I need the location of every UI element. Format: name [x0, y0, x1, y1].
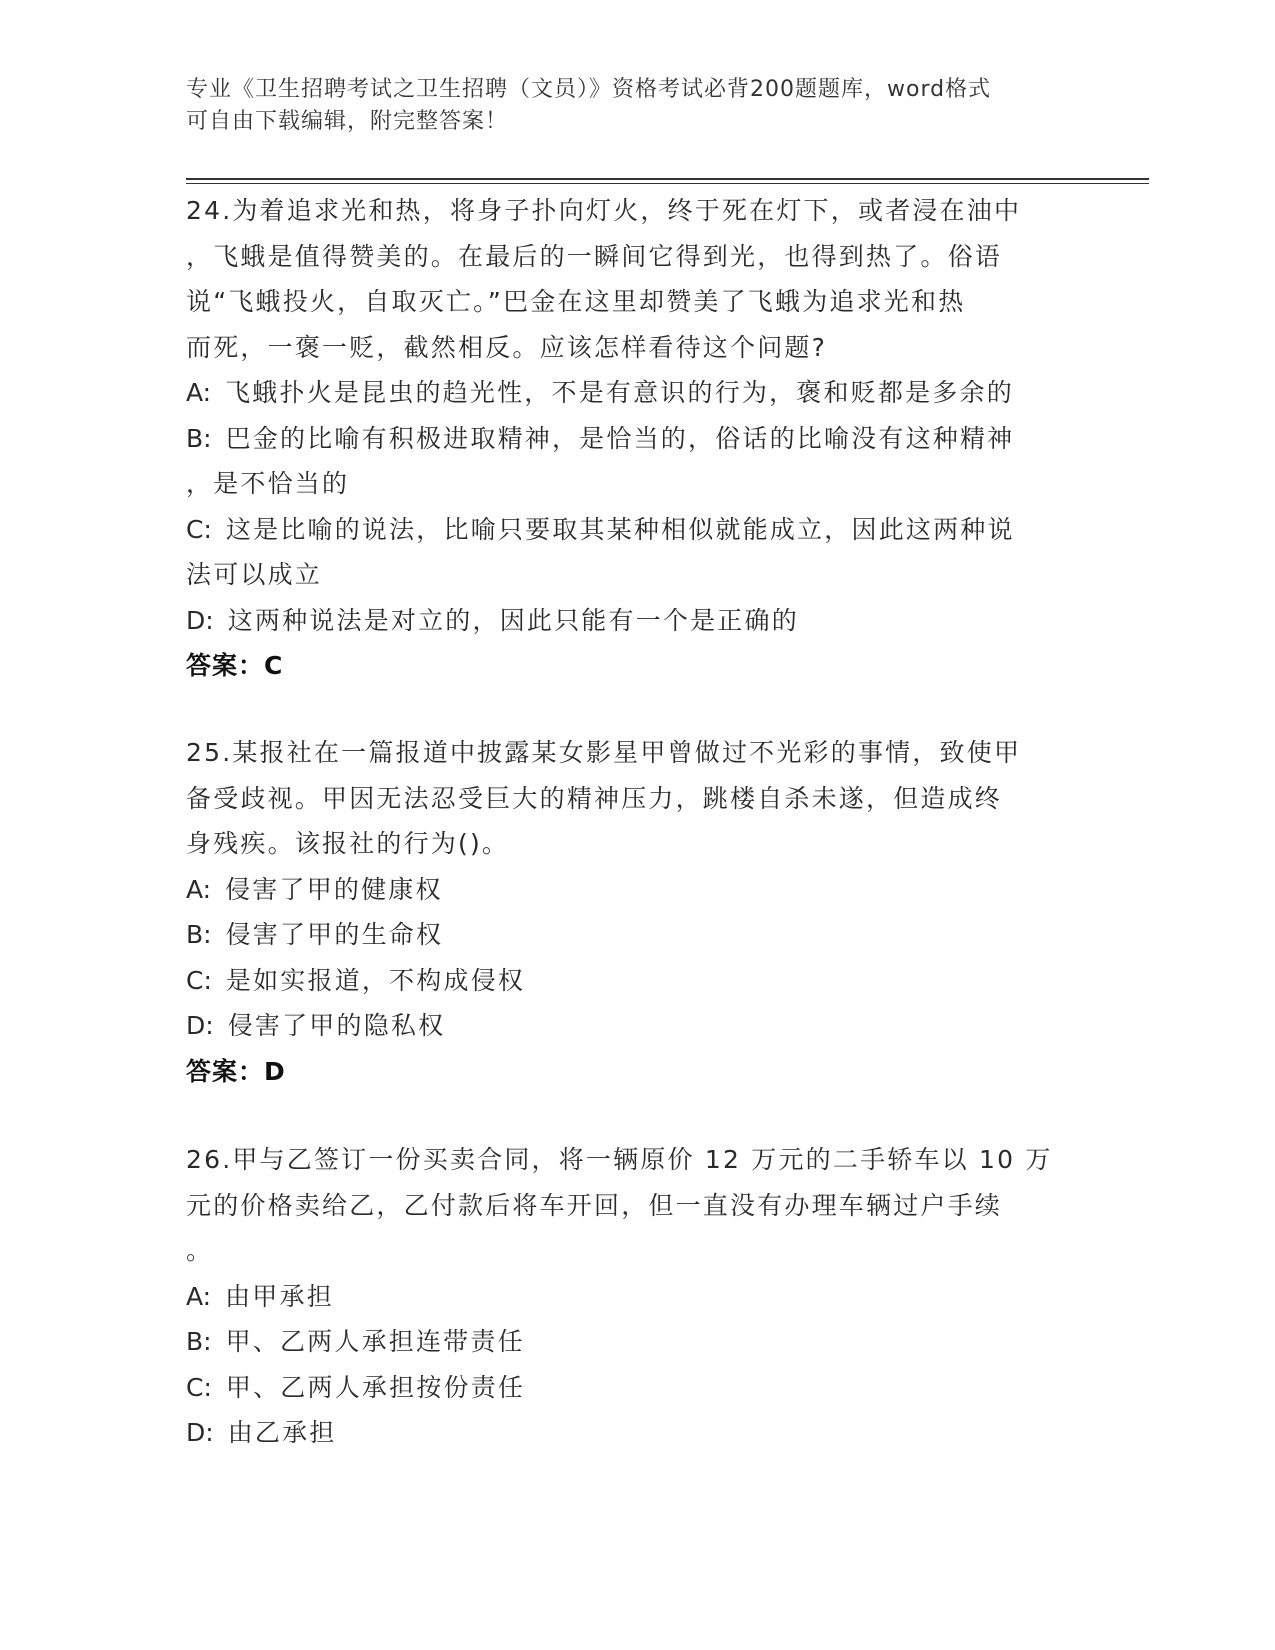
question-stem-line: 身残疾。该报社的行为()。: [186, 829, 510, 858]
question-stem-line: 而死，一褒一贬，截然相反。应该怎样看待这个问题?: [186, 332, 828, 362]
option-text: 甲、乙两人承担按份责任: [225, 1372, 526, 1402]
option-a: [186, 867, 1086, 913]
question-stem-line: 备受歧视。甲因无法忍受巨大的精神压力，跳楼自杀未遂，但造成终: [186, 783, 1003, 813]
option-text: 飞蛾扑火是昆虫的趋光性，不是有意识的行为，褒和贬都是多余的: [225, 378, 1014, 407]
option-letter: A:: [186, 1281, 212, 1311]
option-a: [186, 1274, 1086, 1320]
option-d: [186, 1410, 1086, 1456]
option-text: 侵害了甲的隐私权: [227, 1011, 446, 1040]
question-stem-line: 26.甲与乙签订一份买卖合同，将一辆原价 12 万元的二手轿车以 10 万: [186, 1145, 1053, 1174]
header-divider-thin: [186, 183, 1149, 184]
option-letter: A:: [186, 378, 212, 407]
option-d: [186, 598, 1086, 644]
option-c: [186, 958, 1086, 1004]
document-header: [186, 74, 1066, 138]
option-text: 侵害了甲的健康权: [225, 874, 443, 904]
question-stem-line: 25.某报社在一篇报道中披露某女影星甲曾做过不光彩的事情，致使甲: [186, 738, 1022, 767]
answer-label: 答案：D: [186, 1056, 286, 1086]
option-d: [186, 1003, 1086, 1049]
option-letter: B:: [186, 423, 212, 453]
option-b-continuation: ，是不恰当的: [186, 469, 350, 498]
option-letter: B:: [186, 1327, 212, 1356]
question-stem-line: 说“飞蛾投火，自取灭亡。”巴金在这里却赞美了飞蛾为追求光和热: [186, 287, 966, 316]
option-c: [186, 507, 1086, 553]
option-text: 甲、乙两人承担连带责任: [225, 1327, 525, 1356]
option-b: [186, 1319, 1086, 1365]
option-letter: C:: [186, 1372, 212, 1402]
header-divider-thick: [186, 178, 1149, 180]
option-letter: A:: [186, 874, 212, 904]
question-stem-line: ，飞蛾是值得赞美的。在最后的一瞬间它得到光，也得到热了。俗语: [186, 241, 1003, 271]
question-stem-line: 。: [186, 1236, 214, 1265]
option-a: [186, 370, 1086, 416]
option-letter: C:: [186, 514, 212, 544]
question-24: [186, 188, 1086, 689]
option-text: 是如实报道，不构成侵权: [225, 965, 526, 995]
option-text: 由甲承担: [225, 1281, 334, 1311]
option-text: 这是比喻的说法，比喻只要取其某种相似就能成立，因此这两种说: [225, 514, 1015, 544]
question-stem-line: 元的价格卖给乙，乙付款后将车开回，但一直没有办理车辆过户手续: [186, 1190, 1003, 1220]
header-title-line-2: 可自由下载编辑，附完整答案！: [186, 109, 509, 134]
option-b: [186, 416, 1086, 462]
option-letter: D:: [186, 605, 214, 635]
option-letter: C:: [186, 965, 212, 995]
question-25: [186, 730, 1086, 1094]
question-26: [186, 1137, 1086, 1456]
option-text: 巴金的比喻有积极进取精神，是恰当的，俗话的比喻没有这种精神: [225, 423, 1015, 453]
option-b: [186, 912, 1086, 958]
question-stem-line: 24.为着追求光和热，将身子扑向灯火，终于死在灯下，或者浸在油中: [186, 196, 1022, 225]
option-letter: B:: [186, 920, 212, 949]
header-title-line-1: 专业《卫生招聘考试之卫生招聘（文员）》资格考试必背200题题库，word格式: [186, 77, 992, 102]
option-text: 由乙承担: [227, 1418, 337, 1447]
option-c: [186, 1365, 1086, 1411]
option-text: 这两种说法是对立的，因此只能有一个是正确的: [227, 605, 799, 635]
option-c-continuation: 法可以成立: [186, 560, 323, 589]
answer-label: 答案：C: [186, 651, 284, 680]
option-letter: D:: [186, 1011, 214, 1040]
option-text: 侵害了甲的生命权: [225, 920, 444, 949]
option-letter: D:: [186, 1418, 214, 1447]
